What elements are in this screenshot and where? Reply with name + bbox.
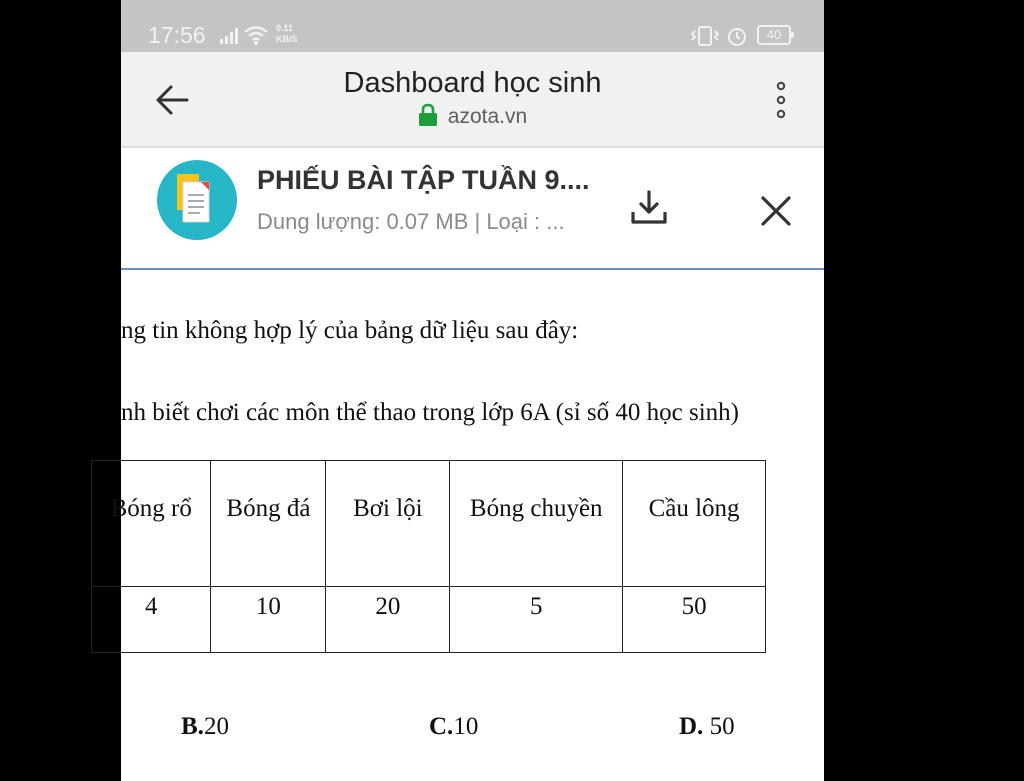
close-icon[interactable]: [759, 194, 793, 228]
status-bar: [121, 0, 824, 52]
table-cell: 50: [623, 587, 766, 653]
status-time: 17:56: [148, 22, 206, 48]
answer-value: 20: [203, 713, 229, 740]
url-text: azota.vn: [447, 105, 528, 128]
download-icon[interactable]: [629, 188, 669, 228]
answer-label: B.: [181, 713, 204, 740]
table-header-row: [92, 461, 766, 587]
answer-option-d: [679, 712, 735, 742]
answer-value: 10: [453, 713, 479, 740]
question-line: ng tin không hợp lý của bảng dữ liệu sau đây:: [121, 317, 579, 344]
table-header-cell: Bóng chuyền: [450, 461, 623, 587]
lock-icon: [418, 104, 438, 126]
document-page: [110, 270, 796, 781]
table-cell: 5: [450, 587, 623, 653]
network-speed-unit: KB/S: [276, 34, 298, 44]
file-title: PHIẾU BÀI TẬP TUẦN 9....: [257, 165, 590, 195]
more-options-icon[interactable]: [769, 78, 793, 122]
wifi-icon: [243, 24, 269, 46]
page-url: [121, 104, 824, 130]
vibrate-icon: [688, 25, 722, 47]
table-caption: nh biết chơi các môn thể thao trong lớp 6A (sỉ số 40 học sinh): [121, 399, 740, 426]
table-header-cell: Cầu lông: [623, 461, 766, 587]
battery-icon: 40: [757, 25, 791, 45]
network-speed: [276, 23, 298, 45]
answer-value: 50: [703, 713, 735, 740]
table-header-cell: Bóng rổ: [92, 461, 211, 587]
phone-screen: [110, 0, 824, 781]
data-table: [91, 460, 766, 653]
answer-option-b: [181, 712, 229, 742]
document-file-icon: [157, 160, 237, 240]
table-row: [92, 587, 766, 653]
table-header-cell: Bơi lội: [326, 461, 450, 587]
network-speed-value: 0.11: [276, 23, 294, 33]
answer-label: C.: [429, 713, 454, 740]
alarm-icon: [726, 25, 748, 47]
table-cell: 10: [211, 587, 326, 653]
signal-icon: [219, 27, 239, 45]
answer-option-c: [429, 712, 478, 742]
app-bar: [121, 52, 824, 148]
page-title: Dashboard học sinh: [343, 67, 602, 99]
table-cell: 4: [92, 587, 211, 653]
answer-label: D.: [679, 713, 704, 740]
document-view[interactable]: [110, 270, 824, 781]
file-info-bar: [121, 148, 824, 270]
table-header-cell: Bóng đá: [211, 461, 326, 587]
table-cell: 20: [326, 587, 450, 653]
file-meta: Dung lượng: 0.07 MB | Loại : ...: [257, 209, 565, 234]
